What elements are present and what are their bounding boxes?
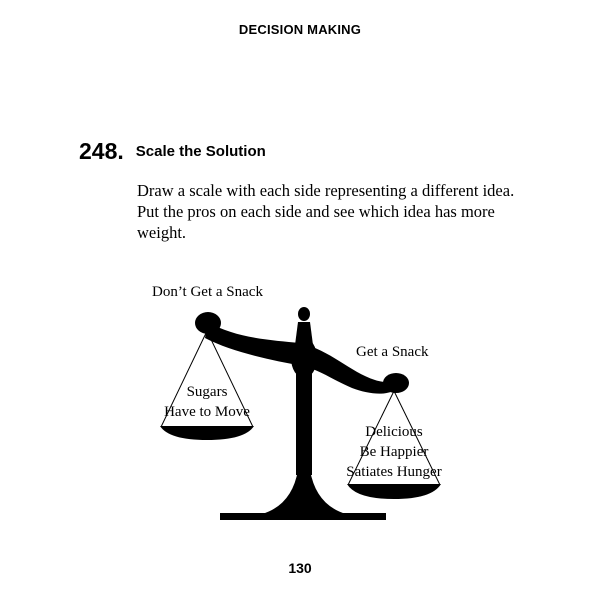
running-head: DECISION MAKING — [238, 22, 362, 37]
entry-title: Scale the Solution — [135, 143, 266, 160]
right-beam-end — [383, 373, 409, 393]
right-pan-dish — [347, 484, 441, 499]
left-pan-item: Sugars — [186, 384, 228, 400]
right-pan-label: Get a Snack — [356, 344, 429, 360]
right-pan-item: Satiates Hunger — [346, 464, 442, 480]
scale-foot — [262, 470, 346, 514]
entry-number: 248. — [79, 138, 124, 164]
left-pan — [152, 284, 263, 440]
right-pan-item: Be Happier — [359, 444, 429, 460]
left-pan-dish — [160, 426, 254, 440]
left-pan-label: Don’t Get a Snack — [152, 284, 263, 300]
scale-finial — [298, 307, 310, 321]
right-pan-item: Delicious — [365, 424, 423, 440]
left-beam-end — [195, 312, 221, 334]
page-number: 130 — [288, 560, 312, 576]
entry-body: Draw a scale with each side representing a different idea. Put the pros on each side and see which idea has more weight. — [137, 181, 515, 242]
scale-base — [220, 513, 386, 520]
left-pan-item: Have to Move — [164, 404, 250, 420]
right-pan — [346, 344, 441, 499]
